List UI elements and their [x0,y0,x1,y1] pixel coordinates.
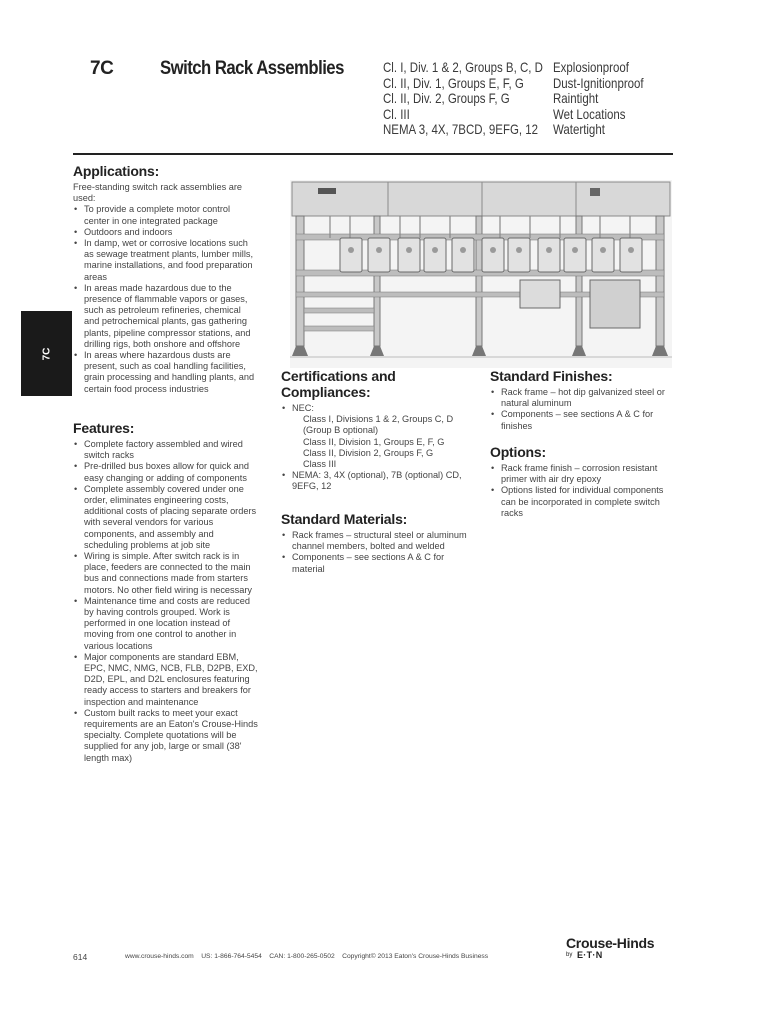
brand-by: by [566,952,573,958]
list-item: • Major components are standard EBM, EPC, NMC, NMG, NCB, FLB, D2PB, EXD, D2D, EPL, and D2L enclosures featuring ready access to starters and breakers for inspection and maintenance [73,652,258,708]
features-heading: Features: [73,420,135,436]
list-item: • Rack frame finish – corrosion resistant primer with air dry epoxy [490,463,675,485]
list-item: • Maintenance time and costs are reduced by having controls grouped. Work is performed in one location instead of moving from one control to another in various locations [73,596,258,652]
list-item: • Components – see sections A & C for finishes [490,409,675,431]
list-item: Class II, Division 2, Groups F, G [303,447,434,458]
list-item: • Custom built racks to meet your exact requirements are an Eaton's Crouse-Hinds specialty. Complete quotations will be supplied for any job, large or small (38' length max) [73,708,258,764]
list-item: • To provide a complete motor control center in one integrated package [73,204,258,226]
list-item: Class III [303,459,337,470]
page-number: 614 [73,952,88,962]
rating-line: Cl. III [383,105,410,122]
finishes-heading: Standard Finishes: [490,368,613,384]
side-tab-label: 7C [41,347,52,360]
list-item: • Outdoors and indoors [73,227,258,238]
footer-us-phone: US: 1-866-764-5454 [201,953,262,960]
rating-line: Cl. II, Div. 1, Groups E, F, G [383,74,524,91]
certifications-heading: Certifications and Compliances: [281,368,396,400]
features-section [73,420,258,764]
rating-line: NEMA 3, 4X, 7BCD, 9EFG, 12 [383,121,539,137]
applications-intro: Free-standing switch rack assemblies are used: [73,182,243,204]
protection-line: Wet Locations [553,105,626,122]
list-item: • Complete assembly covered under one order, eliminates engineering costs, additional costs of placing separate orders with several vendors for various components, and assembly and scheduling problems at job site [73,484,258,551]
applications-heading: Applications: [73,163,160,179]
list-item: • Pre-drilled bus boxes allow for quick and easy changing or adding of components [73,461,258,483]
list-item: • Options listed for individual components can be incorporated in complete switch racks [490,485,675,519]
parent-brand-logo: E·T·N [577,950,603,960]
rating-line: Cl. I, Div. 1 & 2, Groups B, C, D [383,59,543,75]
materials-section [281,511,471,575]
list-item: • Wiring is simple. After switch rack is in place, feeders are connected to the main bus and connections made from starters motors. No other field wiring is necessary [73,551,258,596]
protection-line: Raintight [553,90,599,106]
section-side-tab[interactable] [21,311,72,396]
brand-logo: Crouse-Hinds [566,935,655,951]
footer-can-phone: CAN: 1-800-265-0502 [269,953,335,960]
protection-line: Dust-Ignitionproof [553,74,644,91]
applications-section [73,163,258,395]
switch-rack-photo [290,180,672,368]
list-item: • In damp, wet or corrosive locations such as sewage treatment plants, lumber mills, marine installations, and food preparation areas [73,238,258,283]
footer-copyright: Copyright© 2013 Eaton's Crouse-Hinds Business [342,953,489,960]
list-item: • In areas where hazardous dusts are present, such as coal handling facilities, grain processing and handling plants, and certain food process industries [73,350,258,395]
list-item: • In areas made hazardous due to the presence of flammable vapors or gases, such as petroleum refineries, chemical and petrochemical plants, gas gathering plants, pipeline compressor stations, and drilling rigs, both onshore and offshore [73,283,258,350]
options-heading: Options: [490,444,546,460]
list-item: Class I, Divisions 1 & 2, Groups C, D (Group B optional) [303,414,454,436]
list-item: • NEC: [281,403,471,414]
ratings-list [383,60,543,138]
list-item: • NEMA: 3, 4X (optional), 7B (optional) CD, 9EFG, 12 [281,470,471,492]
rating-line: Cl. II, Div. 2, Groups F, G [383,90,510,106]
footer-website[interactable]: www.crouse-hinds.com [125,953,194,960]
finishes-section [490,368,675,432]
materials-heading: Standard Materials: [281,511,408,527]
list-item: • Complete factory assembled and wired switch racks [73,439,258,461]
list-item: • Rack frame – hot dip galvanized steel or natural aluminum [490,387,675,409]
list-item: • Rack frames – structural steel or aluminum channel members, bolted and welded [281,530,471,552]
options-section [490,444,675,519]
protection-list [553,60,644,138]
protection-line: Explosionproof [553,59,629,75]
list-item: • Components – see sections A & C for material [281,552,471,574]
page-title: Switch Rack Assemblies [160,58,344,79]
list-item: Class II, Division 1, Groups E, F, G [303,436,445,447]
footer-contact [125,953,488,960]
protection-line: Watertight [553,121,605,137]
section-number: 7C [90,58,114,79]
certifications-section [281,368,471,493]
header-rule [73,153,673,155]
